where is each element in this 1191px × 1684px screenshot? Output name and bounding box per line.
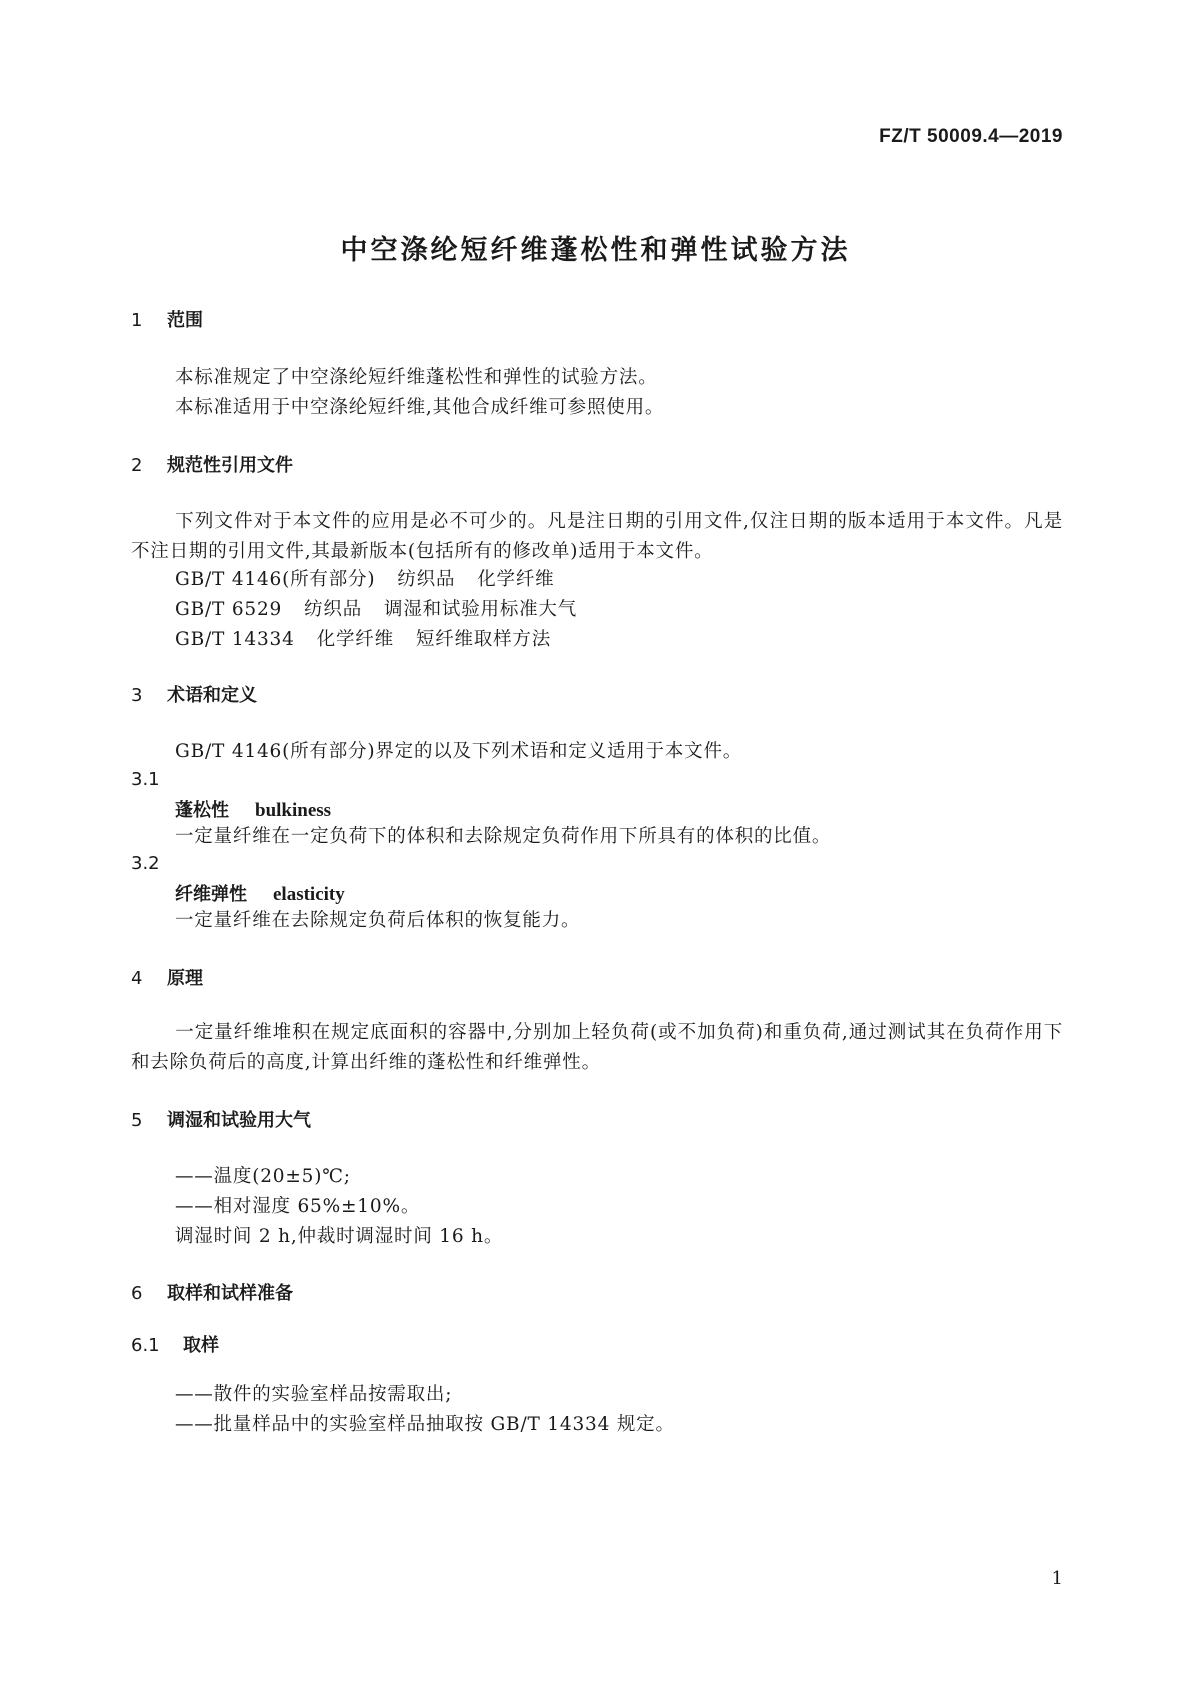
list-item: ——温度(20±5)℃; xyxy=(175,1166,351,1187)
term-en: elasticity xyxy=(273,884,345,905)
term-entry xyxy=(175,796,331,822)
term-number: 3.1 xyxy=(131,769,160,790)
paragraph xyxy=(131,1018,1063,1078)
section-title: 原理 xyxy=(167,968,203,989)
term-definition: 一定量纤维在去除规定负荷后体积的恢复能力。 xyxy=(175,910,581,931)
paragraph-text: 一定量纤维堆积在规定底面积的容器中,分别加上轻负荷(或不加负荷)和重负荷,通过测试其在负荷作用下和去除负荷后的高度,计算出纤维的蓬松性和纤维弹性。 xyxy=(131,1022,1063,1073)
reference-part: 化学纤维 xyxy=(477,569,555,590)
section-heading-5 xyxy=(131,1106,311,1132)
term-number: 3.2 xyxy=(131,853,160,874)
reference-part: 纺织品 xyxy=(397,569,456,590)
term-entry xyxy=(175,880,345,906)
reference-part: 纺织品 xyxy=(304,599,363,620)
paragraph: 本标准适用于中空涤纶短纤维,其他合成纤维可参照使用。 xyxy=(175,397,665,418)
section-heading-3 xyxy=(131,681,257,707)
paragraph: GB/T 4146(所有部分)界定的以及下列术语和定义适用于本文件。 xyxy=(175,741,743,762)
section-title: 规范性引用文件 xyxy=(167,455,293,476)
term-en: bulkiness xyxy=(255,800,332,821)
term-zh: 纤维弹性 xyxy=(175,884,247,905)
term-definition: 一定量纤维在一定负荷下的体积和去除规定负荷作用下所具有的体积的比值。 xyxy=(175,826,832,847)
reference-code: GB/T 14334 xyxy=(175,629,295,650)
list-item: ——相对湿度 65%±10%。 xyxy=(175,1196,421,1217)
reference-item xyxy=(175,625,551,655)
section-title: 术语和定义 xyxy=(167,685,257,706)
reference-part: 化学纤维 xyxy=(316,629,394,650)
term-zh: 蓬松性 xyxy=(175,800,229,821)
section-number: 2 xyxy=(131,455,143,476)
standard-code: FZ/T 50009.4—2019 xyxy=(879,126,1063,147)
subsection-number: 6.1 xyxy=(131,1335,160,1356)
paragraph-text: 下列文件对于本文件的应用是必不可少的。凡是注日期的引用文件,仅注日期的版本适用于本文件。凡是不注日期的引用文件,其最新版本(包括所有的修改单)适用于本文件。 xyxy=(131,511,1063,562)
section-number: 6 xyxy=(131,1283,143,1304)
reference-item xyxy=(175,595,577,625)
reference-code: GB/T 4146(所有部分) xyxy=(175,569,376,590)
section-title: 取样和试样准备 xyxy=(167,1283,293,1304)
section-heading-6 xyxy=(131,1279,293,1305)
document-title: 中空涤纶短纤维蓬松性和弹性试验方法 xyxy=(340,235,851,266)
paragraph xyxy=(131,507,1063,567)
section-number: 5 xyxy=(131,1110,143,1131)
section-heading-1 xyxy=(131,306,203,332)
list-item: ——批量样品中的实验室样品抽取按 GB/T 14334 规定。 xyxy=(175,1414,675,1435)
paragraph: 调湿时间 2 h,仲裁时调湿时间 16 h。 xyxy=(175,1226,504,1247)
section-heading-2 xyxy=(131,451,293,477)
section-title: 调湿和试验用大气 xyxy=(167,1110,311,1131)
reference-code: GB/T 6529 xyxy=(175,599,283,620)
page-number: 1 xyxy=(1051,1568,1063,1589)
section-heading-4 xyxy=(131,964,203,990)
section-number: 4 xyxy=(131,968,143,989)
reference-item xyxy=(175,565,554,595)
paragraph: 本标准规定了中空涤纶短纤维蓬松性和弹性的试验方法。 xyxy=(175,367,658,388)
section-title: 范围 xyxy=(167,310,203,331)
section-number: 1 xyxy=(131,310,143,331)
reference-part: 调湿和试验用标准大气 xyxy=(384,599,578,620)
subsection-heading-6-1 xyxy=(131,1331,219,1357)
list-item: ——散件的实验室样品按需取出; xyxy=(175,1384,453,1405)
section-number: 3 xyxy=(131,685,143,706)
subsection-title: 取样 xyxy=(183,1335,219,1356)
reference-part: 短纤维取样方法 xyxy=(415,629,551,650)
